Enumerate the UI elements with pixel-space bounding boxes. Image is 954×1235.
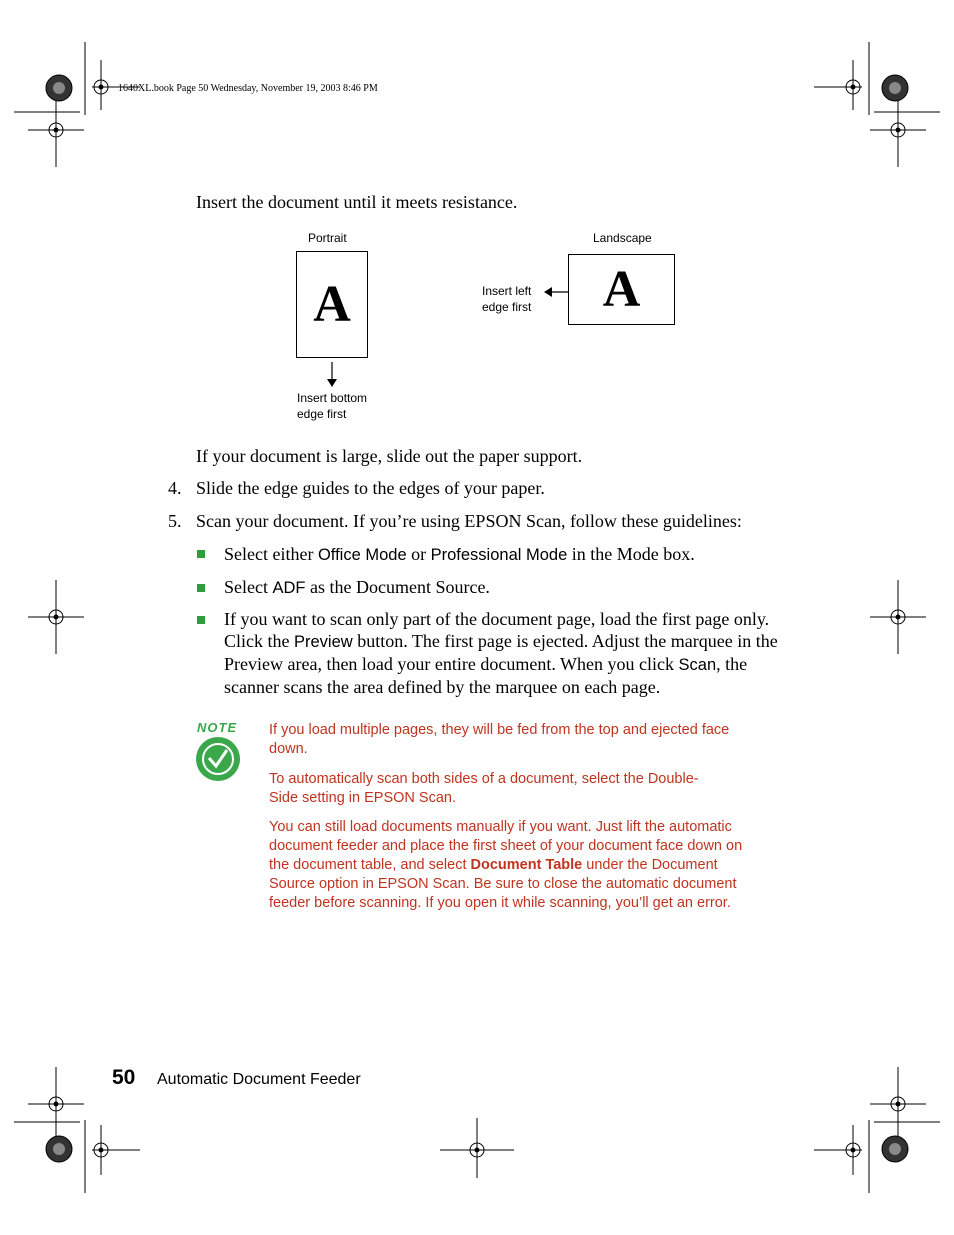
page-number: 50 — [112, 1066, 136, 1089]
bullet-text: scanner scans the area defined by the marquee on each page. — [224, 677, 661, 697]
bullet-text: as the Document Source. — [305, 577, 490, 597]
list-item — [224, 608, 778, 698]
step-text: Slide the edge guides to the edges of your paper. — [196, 478, 545, 498]
bullet-text: Click the — [224, 631, 294, 651]
step-number: 5. — [168, 511, 182, 531]
portrait-caption-line2: edge first — [297, 407, 347, 421]
portrait-label: Portrait — [308, 231, 347, 245]
ui-term-office-mode: Office Mode — [317, 546, 407, 564]
bullet-text: Preview area, then load your entire document. When you click — [224, 654, 679, 674]
note-paragraph: To automatically scan both sides of a document, select the Double-Side setting in EPSON Scan. — [269, 771, 699, 806]
note-badge — [194, 719, 246, 783]
note-text: under the Document Source option in EPSON Scan. Be sure to close the automatic document feeder before scanning. If you open it while scanning, you’ll get an error. — [269, 857, 737, 911]
bullet-text: Select either — [224, 544, 318, 564]
down-arrow-icon — [322, 362, 342, 388]
step-number: 4. — [168, 478, 182, 498]
bullet-icon — [197, 550, 205, 558]
portrait-page-icon — [296, 251, 368, 358]
paper-support-text: If your document is large, slide out the paper support. — [196, 446, 583, 466]
step-text: Scan your document. If you’re using EPSON Scan, follow these guidelines: — [196, 511, 742, 531]
bullet-text: in the Mode box. — [567, 544, 695, 564]
bullet-text: or — [406, 544, 431, 564]
note-text: You can still load documents manually if you want. Just lift the automatic document feeder and place the first sheet of your document face down on the document table, and select — [269, 819, 743, 873]
landscape-label: Landscape — [593, 231, 652, 245]
list-item — [224, 576, 490, 599]
list-item — [224, 543, 695, 566]
landscape-page-icon — [568, 254, 675, 325]
note-badge-label: NOTE — [197, 720, 238, 735]
note-body — [269, 721, 759, 913]
landscape-caption-line1: Insert left — [482, 284, 532, 298]
portrait-caption-line1: Insert bottom — [297, 391, 368, 405]
note-paragraph — [269, 818, 759, 913]
bullet-text: button. The first page is ejected. Adjust the marquee in the — [352, 631, 778, 651]
bullet-text: , the — [716, 654, 748, 674]
ui-term-preview: Preview — [294, 633, 353, 651]
bullet-text: Select — [224, 577, 273, 597]
ui-term-adf: ADF — [272, 579, 306, 597]
ui-term-professional-mode: Professional Mode — [430, 546, 568, 564]
portrait-letter: A — [313, 275, 351, 333]
landscape-caption — [482, 283, 531, 315]
note-paragraph: If you load multiple pages, they will be fed from the top and ejected face down. — [269, 722, 730, 757]
ui-term-scan: Scan — [678, 656, 717, 674]
portrait-caption — [297, 390, 367, 422]
bullet-icon — [197, 584, 205, 592]
left-arrow-icon — [543, 283, 569, 301]
landscape-letter: A — [602, 260, 641, 318]
ui-term-document-table: Document Table — [470, 857, 583, 873]
footer-section-title: Automatic Document Feeder — [157, 1071, 361, 1088]
bullet-icon — [197, 616, 205, 624]
landscape-caption-line2: edge first — [482, 300, 532, 314]
intro-text: Insert the document until it meets resistance. — [196, 192, 518, 212]
header-file-info: 1640XL.book Page 50 Wednesday, November 19, 2003 8:46 PM — [118, 83, 378, 94]
bullet-text: If you want to scan only part of the document page, load the first page only. — [224, 609, 770, 629]
